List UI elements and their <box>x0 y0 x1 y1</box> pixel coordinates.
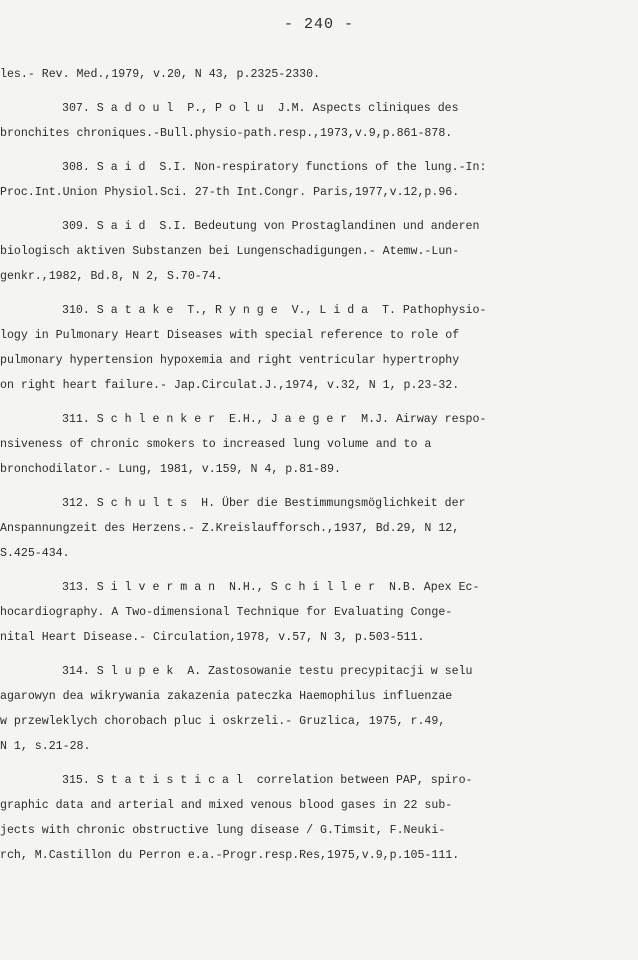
bibliography-entry <box>0 298 636 398</box>
entry-line: S.425-434. <box>0 547 70 560</box>
entry-line: Proc.Int.Union Physiol.Sci. 27-th Int.Congr. Paris,1977,v.12,p.96. <box>0 186 460 199</box>
entry-line: 312. S c h u l t s H. Über die Bestimmungsmöglichkeit der <box>62 497 466 510</box>
entry-line: les.- Rev. Med.,1979, v.20, N 43, p.2325-2330. <box>0 68 321 81</box>
bibliography-entry <box>0 96 636 146</box>
entry-line: N 1, s.21-28. <box>0 740 91 753</box>
entry-line: biologisch aktiven Substanzen bei Lungenschadigungen.- Atemw.-Lun- <box>0 245 460 258</box>
entry-line: 310. S a t a k e T., R y n g e V., L i d a T. Pathophysio- <box>62 304 487 317</box>
bibliography-entry <box>0 491 636 566</box>
entry-line: 311. S c h l e n k e r E.H., J a e g e r M.J. Airway respo- <box>62 413 487 426</box>
entry-line: 314. S l u p e k A. Zastosowanie testu precypitacji w selu <box>62 665 473 678</box>
entry-line: on right heart failure.- Jap.Circulat.J.,1974, v.32, N 1, p.23-32. <box>0 379 460 392</box>
entry-line: rch, M.Castillon du Perron e.a.-Progr.resp.Res,1975,v.9,p.105-111. <box>0 849 460 862</box>
bibliography-list <box>0 62 636 877</box>
entry-line: Anspannungzeit des Herzens.- Z.Kreislaufforsch.,1937, Bd.29, N 12, <box>0 522 460 535</box>
bibliography-entry <box>0 62 636 87</box>
entry-line: 308. S a i d S.I. Non-respiratory functions of the lung.-In: <box>62 161 487 174</box>
bibliography-entry <box>0 214 636 289</box>
bibliography-entry <box>0 155 636 205</box>
entry-line: 313. S i l v e r m a n N.H., S c h i l l e r N.B. Apex Ec- <box>62 581 480 594</box>
entry-line: agarowyn dea wikrywania zakazenia pateczka Haemophilus influenzae <box>0 690 453 703</box>
entry-line: graphic data and arterial and mixed venous blood gases in 22 sub- <box>0 799 453 812</box>
bibliography-entry <box>0 575 636 650</box>
entry-line: jects with chronic obstructive lung disease / G.Timsit, F.Neuki- <box>0 824 446 837</box>
entry-line: 307. S a d o u l P., P o l u J.M. Aspects cliniques des <box>62 102 459 115</box>
entry-line: hocardiography. A Two-dimensional Technique for Evaluating Conge- <box>0 606 453 619</box>
bibliography-entry <box>0 659 636 759</box>
entry-line: bronchodilator.- Lung, 1981, v.159, N 4, p.81-89. <box>0 463 341 476</box>
bibliography-entry <box>0 407 636 482</box>
entry-line: pulmonary hypertension hypoxemia and right ventricular hypertrophy <box>0 354 460 367</box>
entry-line: nsiveness of chronic smokers to increased lung volume and to a <box>0 438 432 451</box>
entry-line: 315. S t a t i s t i c a l correlation between PAP, spiro- <box>62 774 473 787</box>
entry-line: nital Heart Disease.- Circulation,1978, v.57, N 3, p.503-511. <box>0 631 425 644</box>
bibliography-entry <box>0 768 636 868</box>
entry-line: genkr.,1982, Bd.8, N 2, S.70-74. <box>0 270 223 283</box>
entry-line: w przewleklych chorobach pluc i oskrzeli.- Gruzlica, 1975, r.49, <box>0 715 446 728</box>
entry-line: 309. S a i d S.I. Bedeutung von Prostaglandinen und anderen <box>62 220 480 233</box>
page-number: - 240 - <box>283 16 354 33</box>
entry-line: logy in Pulmonary Heart Diseases with special reference to role of <box>0 329 460 342</box>
entry-line: bronchites chroniques.-Bull.physio-path.resp.,1973,v.9,p.861-878. <box>0 127 453 140</box>
